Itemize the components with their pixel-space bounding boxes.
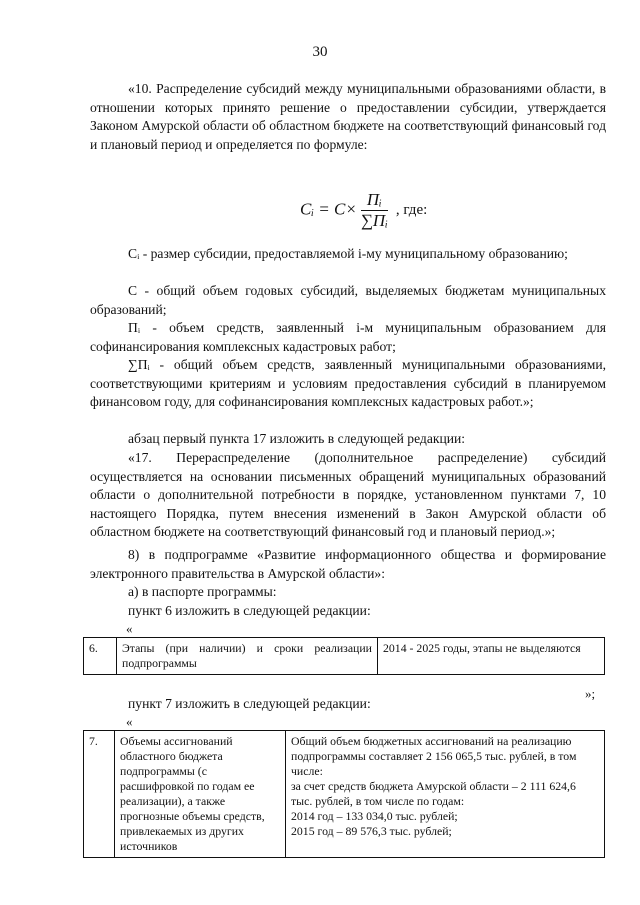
table-point-6 <box>83 637 605 675</box>
formula-lhs: Cᵢ = C× <box>300 199 357 219</box>
paragraph-abzac: абзац первый пункта 17 изложить в следующей редакции: <box>128 431 466 446</box>
paragraph-10: «10. Распределение субсидий между муниципальными образованиями области, в отношении которых принято решение о предоставлении субсидии, утверждается Законом Амурской области об областном бюджете на соответствующий финансовый год и плановый период и определяется по формуле: <box>90 81 606 152</box>
definition-sum: ∑Пᵢ - общий объем средств, заявленный муниципальными образованиями, соответствующими критериям и условиям предоставления субсидий в планируемом финансовом году, для софинансирования комплексных кадастровых работ.»; <box>90 357 606 409</box>
table-cell-label: Этапы (при наличии) и сроки реализации подпрограммы <box>117 638 378 675</box>
formula <box>300 190 427 231</box>
quote-open-2: « <box>126 714 133 729</box>
paragraph-8: 8) в подпрограмме «Развитие информационного общества и формирование электронного правительства в Амурской области»: <box>90 547 606 581</box>
paragraph-17: «17. Перераспределение (дополнительное распределение) субсидий осуществляется на основании письменных обращений муниципальных образований области о дополнительной потребности в порядке, установленном пунктами 7, 10 настоящего Порядка, путем внесения изменений в Закон Амурской области об областном бюджете на соответствующий финансовый год и плановый период.»; <box>90 450 606 539</box>
formula-numerator: Пᵢ <box>361 190 388 211</box>
table-cell-value <box>286 731 605 858</box>
table-value-line: 2014 год – 133 034,0 тыс. рублей; <box>291 809 458 823</box>
paragraph-a: а) в паспорте программы: <box>128 584 277 599</box>
table-cell-num: 7. <box>84 731 115 858</box>
formula-denominator: ∑Пᵢ <box>360 211 388 230</box>
table-cell-value: 2014 - 2025 годы, этапы не выделяются <box>378 638 605 675</box>
paragraph-point-7: пункт 7 изложить в следующей редакции: <box>128 696 371 711</box>
definition-ci: Cᵢ - размер субсидии, предоставляемой i-му муниципальному образованию; <box>128 246 568 261</box>
quote-open-1: « <box>126 621 133 636</box>
formula-fraction <box>361 190 388 231</box>
table-value-line: Общий объем бюджетных ассигнований на реализацию подпрограммы составляет 2 156 065,5 тыс. рублей, в том числе: <box>291 734 577 778</box>
table-cell-label: Объемы ассигнований областного бюджета подпрограммы (с расшифровкой по годам ее реализации), а также прогнозные объемы средств, привлекаемых из других источников <box>115 731 286 858</box>
paragraph-point-6: пункт 6 изложить в следующей редакции: <box>128 603 371 618</box>
table-row <box>84 638 605 675</box>
definition-pi: Пᵢ - объем средств, заявленный i-м муниципальным образованием для софинансирования комплексных кадастровых работ; <box>90 320 606 354</box>
table-point-7 <box>83 730 605 858</box>
page-number: 30 <box>312 44 328 60</box>
table-row <box>84 731 605 858</box>
table-value-line: за счет средств бюджета Амурской области – 2 111 624,6 тыс. рублей, в том числе по годам: <box>291 779 576 808</box>
table-cell-num: 6. <box>84 638 117 675</box>
quote-close-1: »; <box>585 686 596 701</box>
table-value-line: 2015 год – 89 576,3 тыс. рублей; <box>291 824 452 838</box>
formula-suffix: , где: <box>395 202 428 219</box>
definition-c: C - общий объем годовых субсидий, выделяемых бюджетам муниципальных образований; <box>90 283 606 317</box>
